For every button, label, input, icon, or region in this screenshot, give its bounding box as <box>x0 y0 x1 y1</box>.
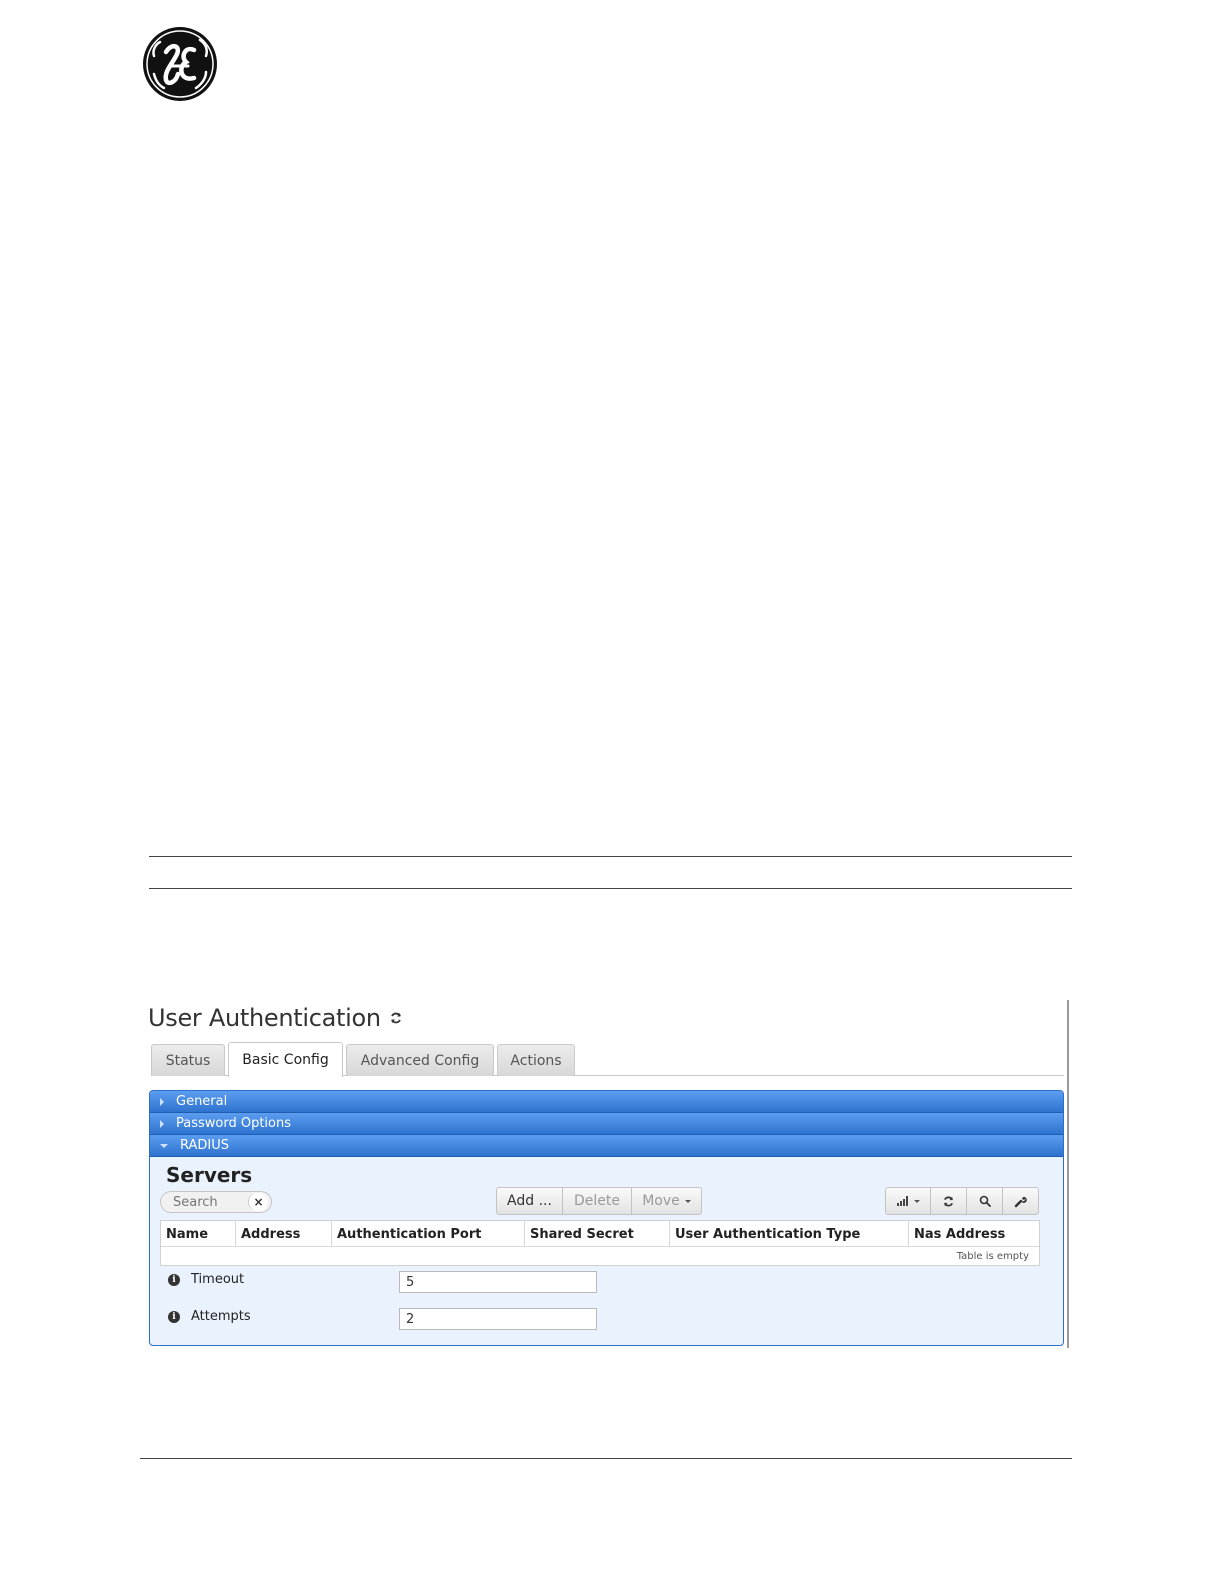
attempts-label: Attempts <box>191 1309 251 1324</box>
column-header-name[interactable]: Name <box>161 1221 236 1247</box>
config-panel <box>149 1090 1064 1346</box>
triangle-right-icon <box>160 1120 164 1128</box>
row-actions-group <box>496 1187 702 1215</box>
column-header-authentication-port[interactable]: Authentication Port <box>332 1221 525 1247</box>
signal-bars-icon <box>897 1196 909 1206</box>
move-button[interactable] <box>631 1187 702 1215</box>
footer-rule <box>140 1458 1072 1459</box>
ge-logo-icon <box>142 26 218 102</box>
servers-heading: Servers <box>166 1163 253 1187</box>
triangle-down-icon <box>160 1144 168 1148</box>
settings-button[interactable] <box>1002 1187 1039 1215</box>
table-empty-message: Table is empty <box>956 1251 1029 1262</box>
refresh-icon[interactable] <box>389 1011 403 1025</box>
screen-border <box>1067 1000 1069 1348</box>
table-tools-group <box>885 1187 1039 1215</box>
search-table-button[interactable] <box>966 1187 1003 1215</box>
column-header-nas-address[interactable]: Nas Address <box>914 1226 1006 1242</box>
triangle-right-icon <box>160 1098 164 1106</box>
attempts-field <box>168 1308 628 1330</box>
caret-down-icon <box>685 1200 691 1203</box>
add-button[interactable]: Add ... <box>496 1187 563 1215</box>
column-header-user-authentication-type[interactable]: User Authentication Type <box>670 1221 909 1247</box>
caret-down-icon <box>914 1200 920 1203</box>
search-box <box>160 1191 272 1213</box>
delete-button[interactable]: Delete <box>562 1187 632 1215</box>
info-icon[interactable]: i <box>168 1311 180 1323</box>
table-header <box>161 1221 1039 1247</box>
column-header-shared-secret[interactable]: Shared Secret <box>525 1221 670 1247</box>
refresh-table-button[interactable] <box>930 1187 967 1215</box>
timeout-label: Timeout <box>191 1272 245 1287</box>
column-header-address[interactable]: Address <box>236 1221 332 1247</box>
accordion-label: RADIUS <box>180 1138 230 1153</box>
tab-advanced-config[interactable]: Advanced Config <box>346 1044 494 1076</box>
page-title-text: User Authentication <box>148 1004 381 1032</box>
wrench-icon <box>1014 1195 1027 1208</box>
search-input[interactable] <box>161 1192 247 1212</box>
user-authentication-screen <box>146 1000 1070 1348</box>
accordion-general[interactable] <box>150 1091 1063 1113</box>
horizontal-rule <box>149 856 1072 857</box>
accordion-label: Password Options <box>176 1116 292 1131</box>
accordion-label: General <box>176 1094 228 1109</box>
timeout-field <box>168 1271 628 1293</box>
refresh-icon <box>942 1195 955 1208</box>
move-button-label: Move <box>642 1193 680 1209</box>
accordion-password-options[interactable] <box>150 1113 1063 1135</box>
tab-basic-config[interactable]: Basic Config <box>228 1042 343 1077</box>
info-icon[interactable]: i <box>168 1274 180 1286</box>
servers-table <box>160 1220 1040 1266</box>
tab-actions[interactable]: Actions <box>497 1044 575 1076</box>
clear-search-button[interactable]: × <box>248 1193 268 1211</box>
timeout-input[interactable] <box>399 1271 597 1293</box>
column-chooser-button[interactable] <box>885 1187 931 1215</box>
horizontal-rule <box>149 888 1072 889</box>
page-title <box>148 1004 403 1032</box>
accordion-radius[interactable] <box>150 1135 1063 1157</box>
tab-bar <box>151 1042 1064 1076</box>
tab-status[interactable]: Status <box>151 1044 225 1076</box>
attempts-input[interactable] <box>399 1308 597 1330</box>
magnifier-icon <box>979 1195 991 1207</box>
